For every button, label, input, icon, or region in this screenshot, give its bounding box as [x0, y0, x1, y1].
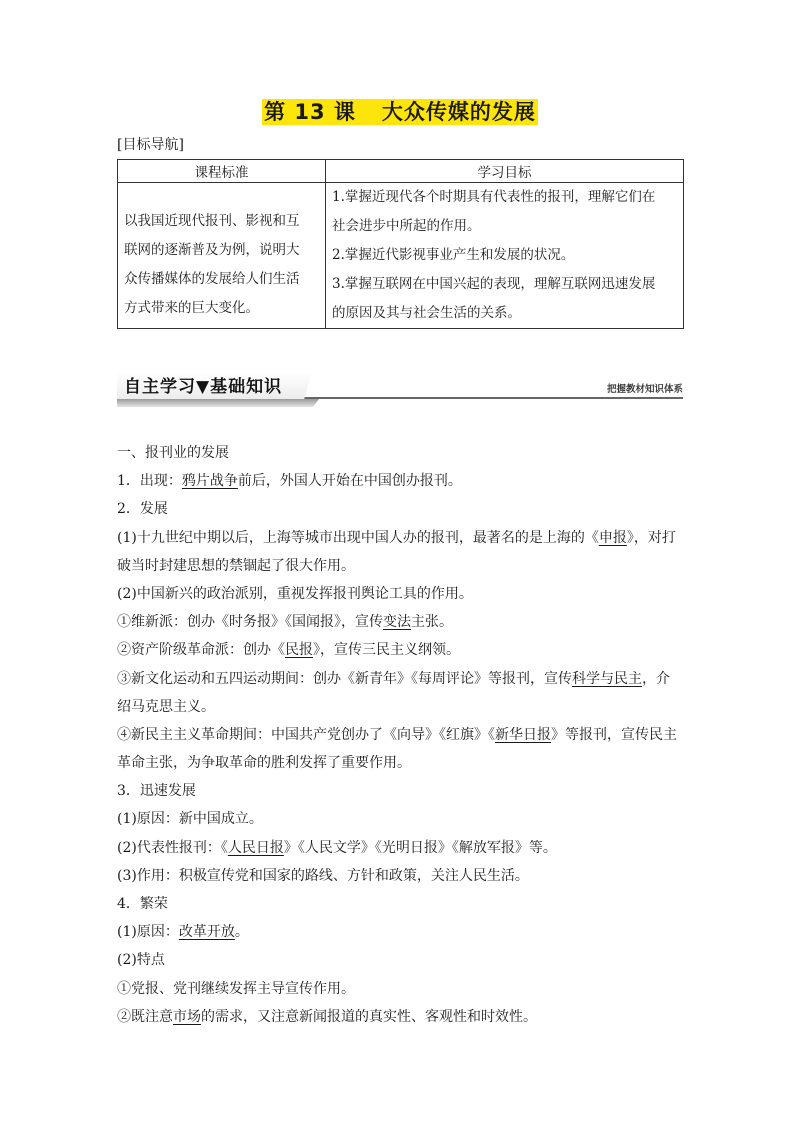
body-line: (1)十九世纪中期以后，上海等城市出现中国人办的报刊，最著名的是上海的《申报》，对打	[117, 529, 676, 546]
standard-line: 联网的逐渐普及为例，说明大	[124, 242, 300, 258]
key-term: 人民日报	[227, 839, 284, 856]
subsection-heading: 2．发展	[117, 501, 168, 518]
objective-line: 3.掌握互联网在中国兴起的表现，理解互联网迅速发展	[332, 276, 656, 292]
body-line: ③新文化运动和五四运动期间：创办《新青年》《每周评论》等报刊，宣传科学与民主，介	[117, 670, 670, 687]
header-learning-objectives: 学习目标	[326, 160, 684, 183]
key-term: 鸦片战争	[181, 473, 238, 490]
body-line: ①维新派：创办《时务报》《国闻报》，宣传变法主张。	[117, 614, 453, 631]
banner-heading: 自主学习▼基础知识	[124, 377, 283, 397]
learning-objectives-cell	[326, 183, 684, 329]
header-curriculum-standard: 课程标准	[118, 160, 326, 183]
body-line: 绍马克思主义。	[117, 698, 215, 715]
body-line: (1)原因：改革开放。	[117, 924, 249, 941]
key-term: 新华日报	[495, 726, 551, 743]
body-line: (1)原因：新中国成立。	[117, 811, 263, 828]
curriculum-standard-cell	[118, 183, 326, 329]
objective-line: 的原因及其与社会生活的关系。	[332, 305, 521, 321]
key-term: 科学与民主	[572, 670, 642, 687]
body-line: (2)中国新兴的政治派别，重视发挥报刊舆论工具的作用。	[117, 585, 473, 602]
subsection-heading: 4．繁荣	[117, 896, 168, 912]
section-banner	[117, 372, 683, 408]
objective-line: 社会进步中所起的作用。	[332, 218, 481, 234]
key-term: 民报	[285, 642, 313, 659]
key-term: 申报	[598, 529, 627, 546]
objective-line: 2.掌握近代影视事业产生和发展的状况。	[332, 247, 575, 263]
body-line: ①党报、党刊继续发挥主导宣传作用。	[117, 980, 355, 997]
body-line: ④新民主主义革命期间：中国共产党创办了《向导》《红旗》《新华日报》等报刊，宣传民主	[117, 726, 677, 743]
body-line: (2)特点	[117, 952, 165, 969]
standard-line: 以我国近现代报刊、影视和互	[124, 213, 300, 229]
page-title	[0, 96, 800, 126]
key-term: 市场	[173, 1008, 201, 1025]
body-line: 破当时封建思想的禁锢起了很大作用。	[117, 557, 355, 574]
body-line: (3)作用：积极宣传党和国家的路线、方针和政策，关注人民生活。	[117, 867, 529, 884]
lesson-number: 第 13 课	[264, 100, 356, 124]
goals-table	[117, 159, 684, 329]
objective-line: 1.掌握近现代各个时期具有代表性的报刊，理解它们在	[332, 189, 656, 205]
standard-line: 方式带来的巨大变化。	[124, 300, 259, 316]
body-line: (2)代表性报刊：《人民日报》《人民文学》《光明日报》《解放军报》等。	[117, 839, 557, 856]
body-line: 1．出现：鸦片战争前后，外国人开始在中国创办报刊。	[117, 473, 462, 490]
body-line: 革命主张，为争取革命的胜利发挥了重要作用。	[117, 755, 411, 772]
body-line: ②既注意市场的需求，又注意新闻报道的真实性、客观性和时效性。	[117, 1008, 537, 1025]
key-term: 改革开放	[178, 924, 235, 941]
banner-tag: 把握教材知识体系	[606, 384, 683, 395]
section-heading: 一、报刊业的发展	[117, 445, 229, 461]
lesson-topic: 大众传媒的发展	[381, 100, 536, 124]
title-gap	[358, 99, 380, 125]
key-term: 变法	[383, 614, 411, 631]
body-line: ②资产阶级革命派：创办《民报》，宣传三民主义纲领。	[117, 642, 460, 659]
subsection-heading: 3．迅速发展	[117, 783, 196, 800]
banner-tab-shadow	[117, 399, 319, 407]
body-content	[117, 439, 687, 1031]
target-nav-label: [目标导航]	[117, 137, 184, 153]
standard-line: 众传播媒体的发展给人们生活	[124, 271, 300, 287]
